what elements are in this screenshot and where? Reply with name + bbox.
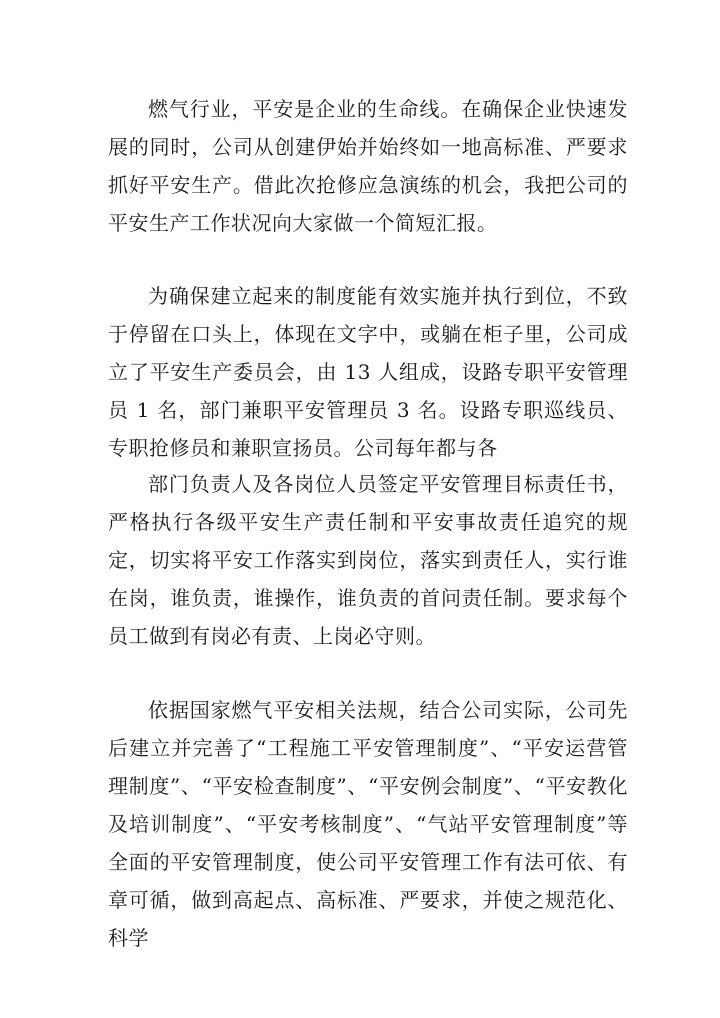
paragraph-2: 为确保建立起来的制度能有效实施并执行到位，不致于停留在口头上，体现在文字中，或躺在柜子里，公司成立了平安生产委员会，由 13 人组成，设路专职平安管理员 1 名，部门兼职平安管理员 3 名。设路专职巡线员、专职抢修员和兼职宣扬员。公司每年都与各 [108,284,628,460]
paragraph-3: 部门负责人及各岗位人员签定平安管理目标责任书，严格执行各级平安生产责任制和平安事故责任追究的规定，切实将平安工作落实到岗位，落实到责任人，实行谁在岗，谁负责，谁操作，谁负责的首问责任制。要求每个员工做到有岗必有责、上岗必守则。 [108,472,628,648]
paragraph-4: 依据国家燃气平安相关法规，结合公司实际，公司先后建立并完善了“工程施工平安管理制度”、“平安运营管理制度”、“平安检查制度”、“平安例会制度”、“平安教化及培训制度”、“平安考核制度”、“气站平安管理制度”等全面的平安管理制度，使公司平安管理工作有法可依、有章可循，做到高起点、高标准、严要求，并使之规范化、科学 [108,698,628,950]
paragraph-1: 燃气行业，平安是企业的生命线。在确保企业快速发展的同时，公司从创建伊始并始终如一地高标准、严要求抓好平安生产。借此次抢修应急演练的机会，我把公司的平安生产工作状况向大家做一个简短汇报。 [108,97,628,235]
